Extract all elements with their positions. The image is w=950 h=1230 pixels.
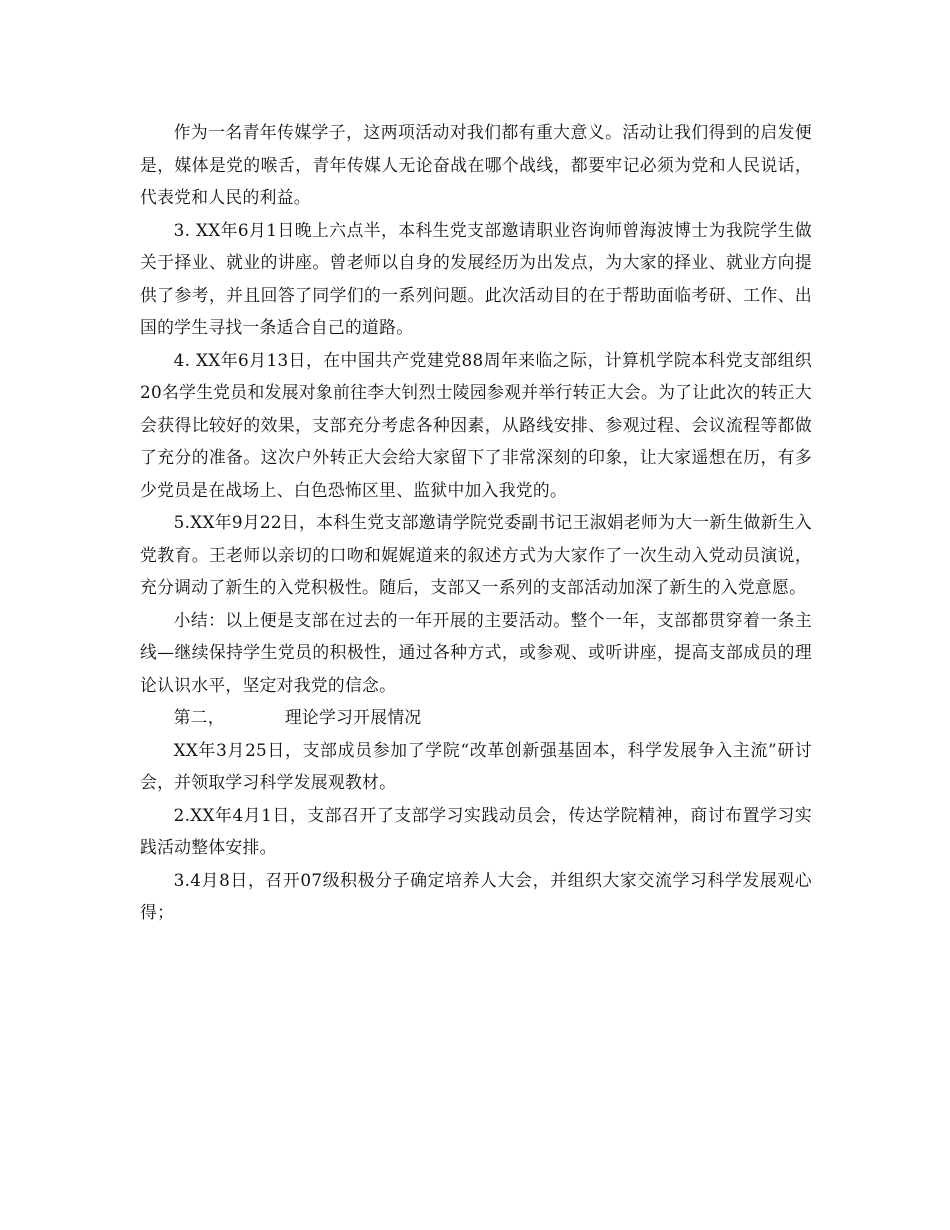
paragraph-freshman-education: 5.XX年9月22日，本科生党支部邀请学院党委副书记王淑娟老师为大一新生做新生入党教育。王老师以亲切的口吻和娓娓道来的叙述方式为大家作了一次生动入党动员演说，充分调动了新生的入党积极性。随后，支部又一系列的支部活动加深了新生的入党意愿。 <box>140 512 812 597</box>
section-heading <box>140 701 812 734</box>
paragraph-mobilization-meeting: 2.XX年4月1日，支部召开了支部学习实践动员会，传达学院精神，商讨布置学习实践活动整体安排。 <box>140 804 812 857</box>
paragraph-cemetery-visit: 4. XX年6月13日，在中国共产党建党88周年来临之际，计算机学院本科党支部组织20名学生党员和发展对象前往李大钊烈士陵园参观并举行转正大会。为了让此次的转正大会获得比较好的效果，支部充分考虑各种因素，从路线安排、参观过程、会议流程等都做了充分的准备。这次户外转正大会给大家留下了非常深刻的印象，让大家遥想在历，有多少党员是在战场上、白色恐怖区里、监狱中加入我党的。 <box>140 349 812 500</box>
paragraph-career-lecture: 3. XX年6月1日晚上六点半，本科生党支部邀请职业咨询师曾海波博士为我院学生做关于择业、就业的讲座。曾老师以自身的发展经历为出发点，为大家的择业、就业方向提供了参考，并且回答了同学们的一系列问题。此次活动目的在于帮助面临考研、工作、出国的学生寻找一条适合自己的道路。 <box>140 219 812 337</box>
paragraph-seminar: XX年3月25日，支部成员参加了学院“改革创新强基固本，科学发展争入主流”研讨会，并领取学习科学发展观教材。 <box>140 739 812 792</box>
section-heading-number: 第二， <box>173 707 225 727</box>
paragraph-activist-meeting: 3.4月8日，召开07级积极分子确定培养人大会，并组织大家交流学习科学发展观心得； <box>140 869 812 922</box>
paragraph-summary: 小结：以上便是支部在过去的一年开展的主要活动。整个一年，支部都贯穿着一条主线—继续保持学生党员的积极性，通过各种方式，或参观、或听讲座，提高支部成员的理论认识水平，坚定对我党的信念。 <box>140 609 812 695</box>
section-heading-title: 理论学习开展情况 <box>284 707 422 727</box>
document-body <box>140 116 812 929</box>
paragraph-media-significance: 作为一名青年传媒学子，这两项活动对我们都有重大意义。活动让我们得到的启发便是，媒体是党的喉舌，青年传媒人无论奋战在哪个战线，都要牢记必须为党和人民说话，代表党和人民的利益。 <box>140 122 812 207</box>
